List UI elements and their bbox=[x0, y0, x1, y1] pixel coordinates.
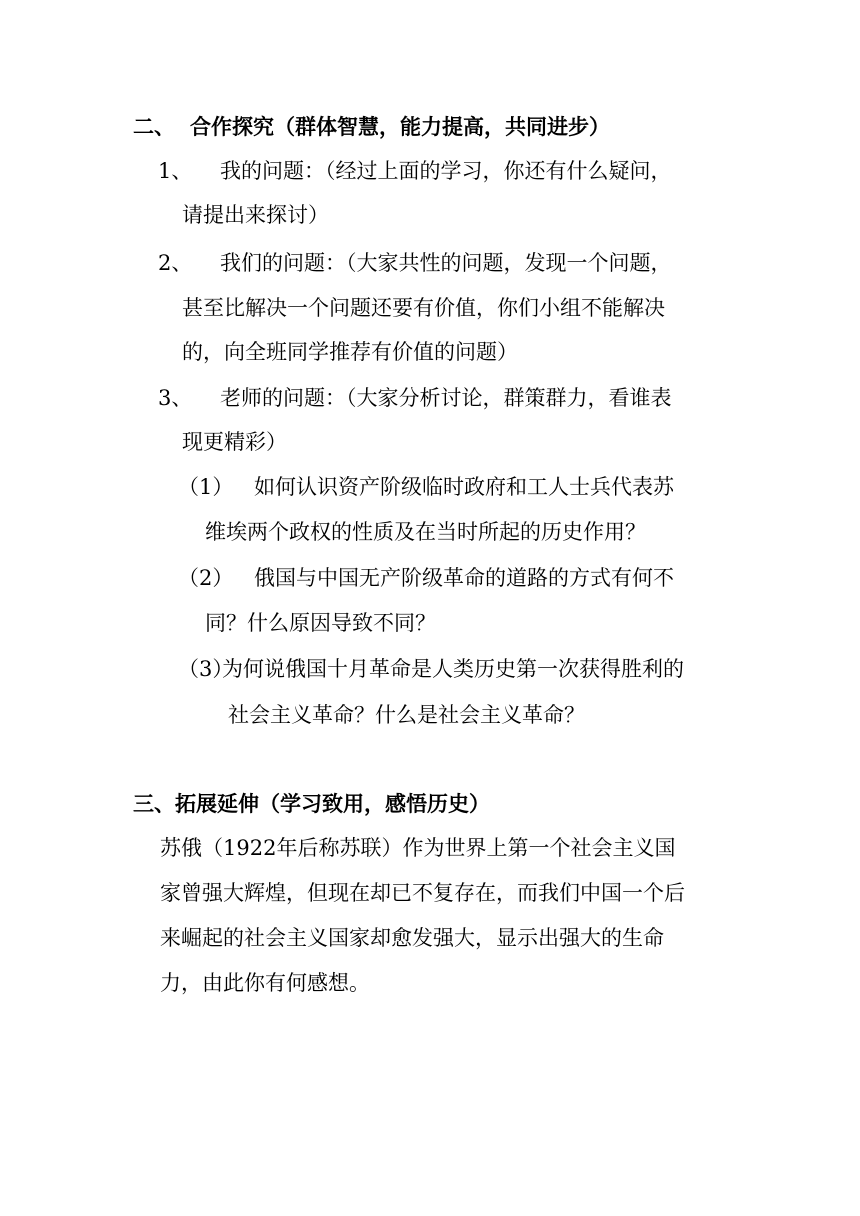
subitem-2-continuation: 同？什么原因导致不同？ bbox=[205, 611, 436, 635]
item-2-title: 我们的问题：（大家共性的问题，发现一个问题， bbox=[220, 251, 672, 275]
subitem-3-number: （3） bbox=[178, 657, 234, 681]
subitem-1-text: 如何认识资产阶级临时政府和工人士兵代表苏 bbox=[254, 475, 674, 499]
item-2-continuation-1: 甚至比解决一个问题还要有价值，你们小组不能解决 bbox=[182, 296, 665, 320]
subitem-1-number: （1） bbox=[178, 475, 234, 499]
subitem-1-continuation: 维埃两个政权的性质及在当时所起的历史作用？ bbox=[205, 520, 646, 544]
section-2-heading-text: 合作探究（群体智慧，能力提高，共同进步） bbox=[190, 115, 610, 139]
section-2-heading-number: 二、 bbox=[133, 115, 175, 139]
subitem-2-number: （2） bbox=[178, 566, 234, 590]
section-3-paragraph-line-4: 力，由此你有何感想。 bbox=[160, 971, 370, 995]
item-1-continuation: 请提出来探讨） bbox=[182, 203, 329, 227]
item-1-title: 我的问题：（经过上面的学习，你还有什么疑问， bbox=[220, 159, 672, 183]
subitem-3-text: 为何说俄国十月革命是人类历史第一次获得胜利的 bbox=[222, 657, 684, 681]
section-3-heading: 三、拓展延伸（学习致用，感悟历史） bbox=[133, 792, 490, 816]
item-2-number: 2、 bbox=[158, 251, 193, 275]
subitem-3-continuation: 社会主义革命？什么是社会主义革命？ bbox=[228, 703, 585, 727]
item-3-title: 老师的问题：（大家分析讨论，群策群力，看谁表 bbox=[220, 386, 672, 410]
subitem-2-text: 俄国与中国无产阶级革命的道路的方式有何不 bbox=[254, 566, 674, 590]
item-3-continuation: 现更精彩） bbox=[182, 430, 287, 454]
item-2-continuation-2: 的，向全班同学推荐有价值的问题） bbox=[182, 340, 518, 364]
item-3-number: 3、 bbox=[158, 386, 193, 410]
section-3-paragraph-line-1: 苏俄（1922年后称苏联）作为世界上第一个社会主义国 bbox=[160, 836, 676, 860]
item-1-number: 1、 bbox=[158, 159, 193, 183]
section-3-paragraph-line-3: 来崛起的社会主义国家却愈发强大，显示出强大的生命 bbox=[160, 926, 664, 950]
section-3-paragraph-line-2: 家曾强大辉煌，但现在却已不复存在，而我们中国一个后 bbox=[160, 881, 685, 905]
